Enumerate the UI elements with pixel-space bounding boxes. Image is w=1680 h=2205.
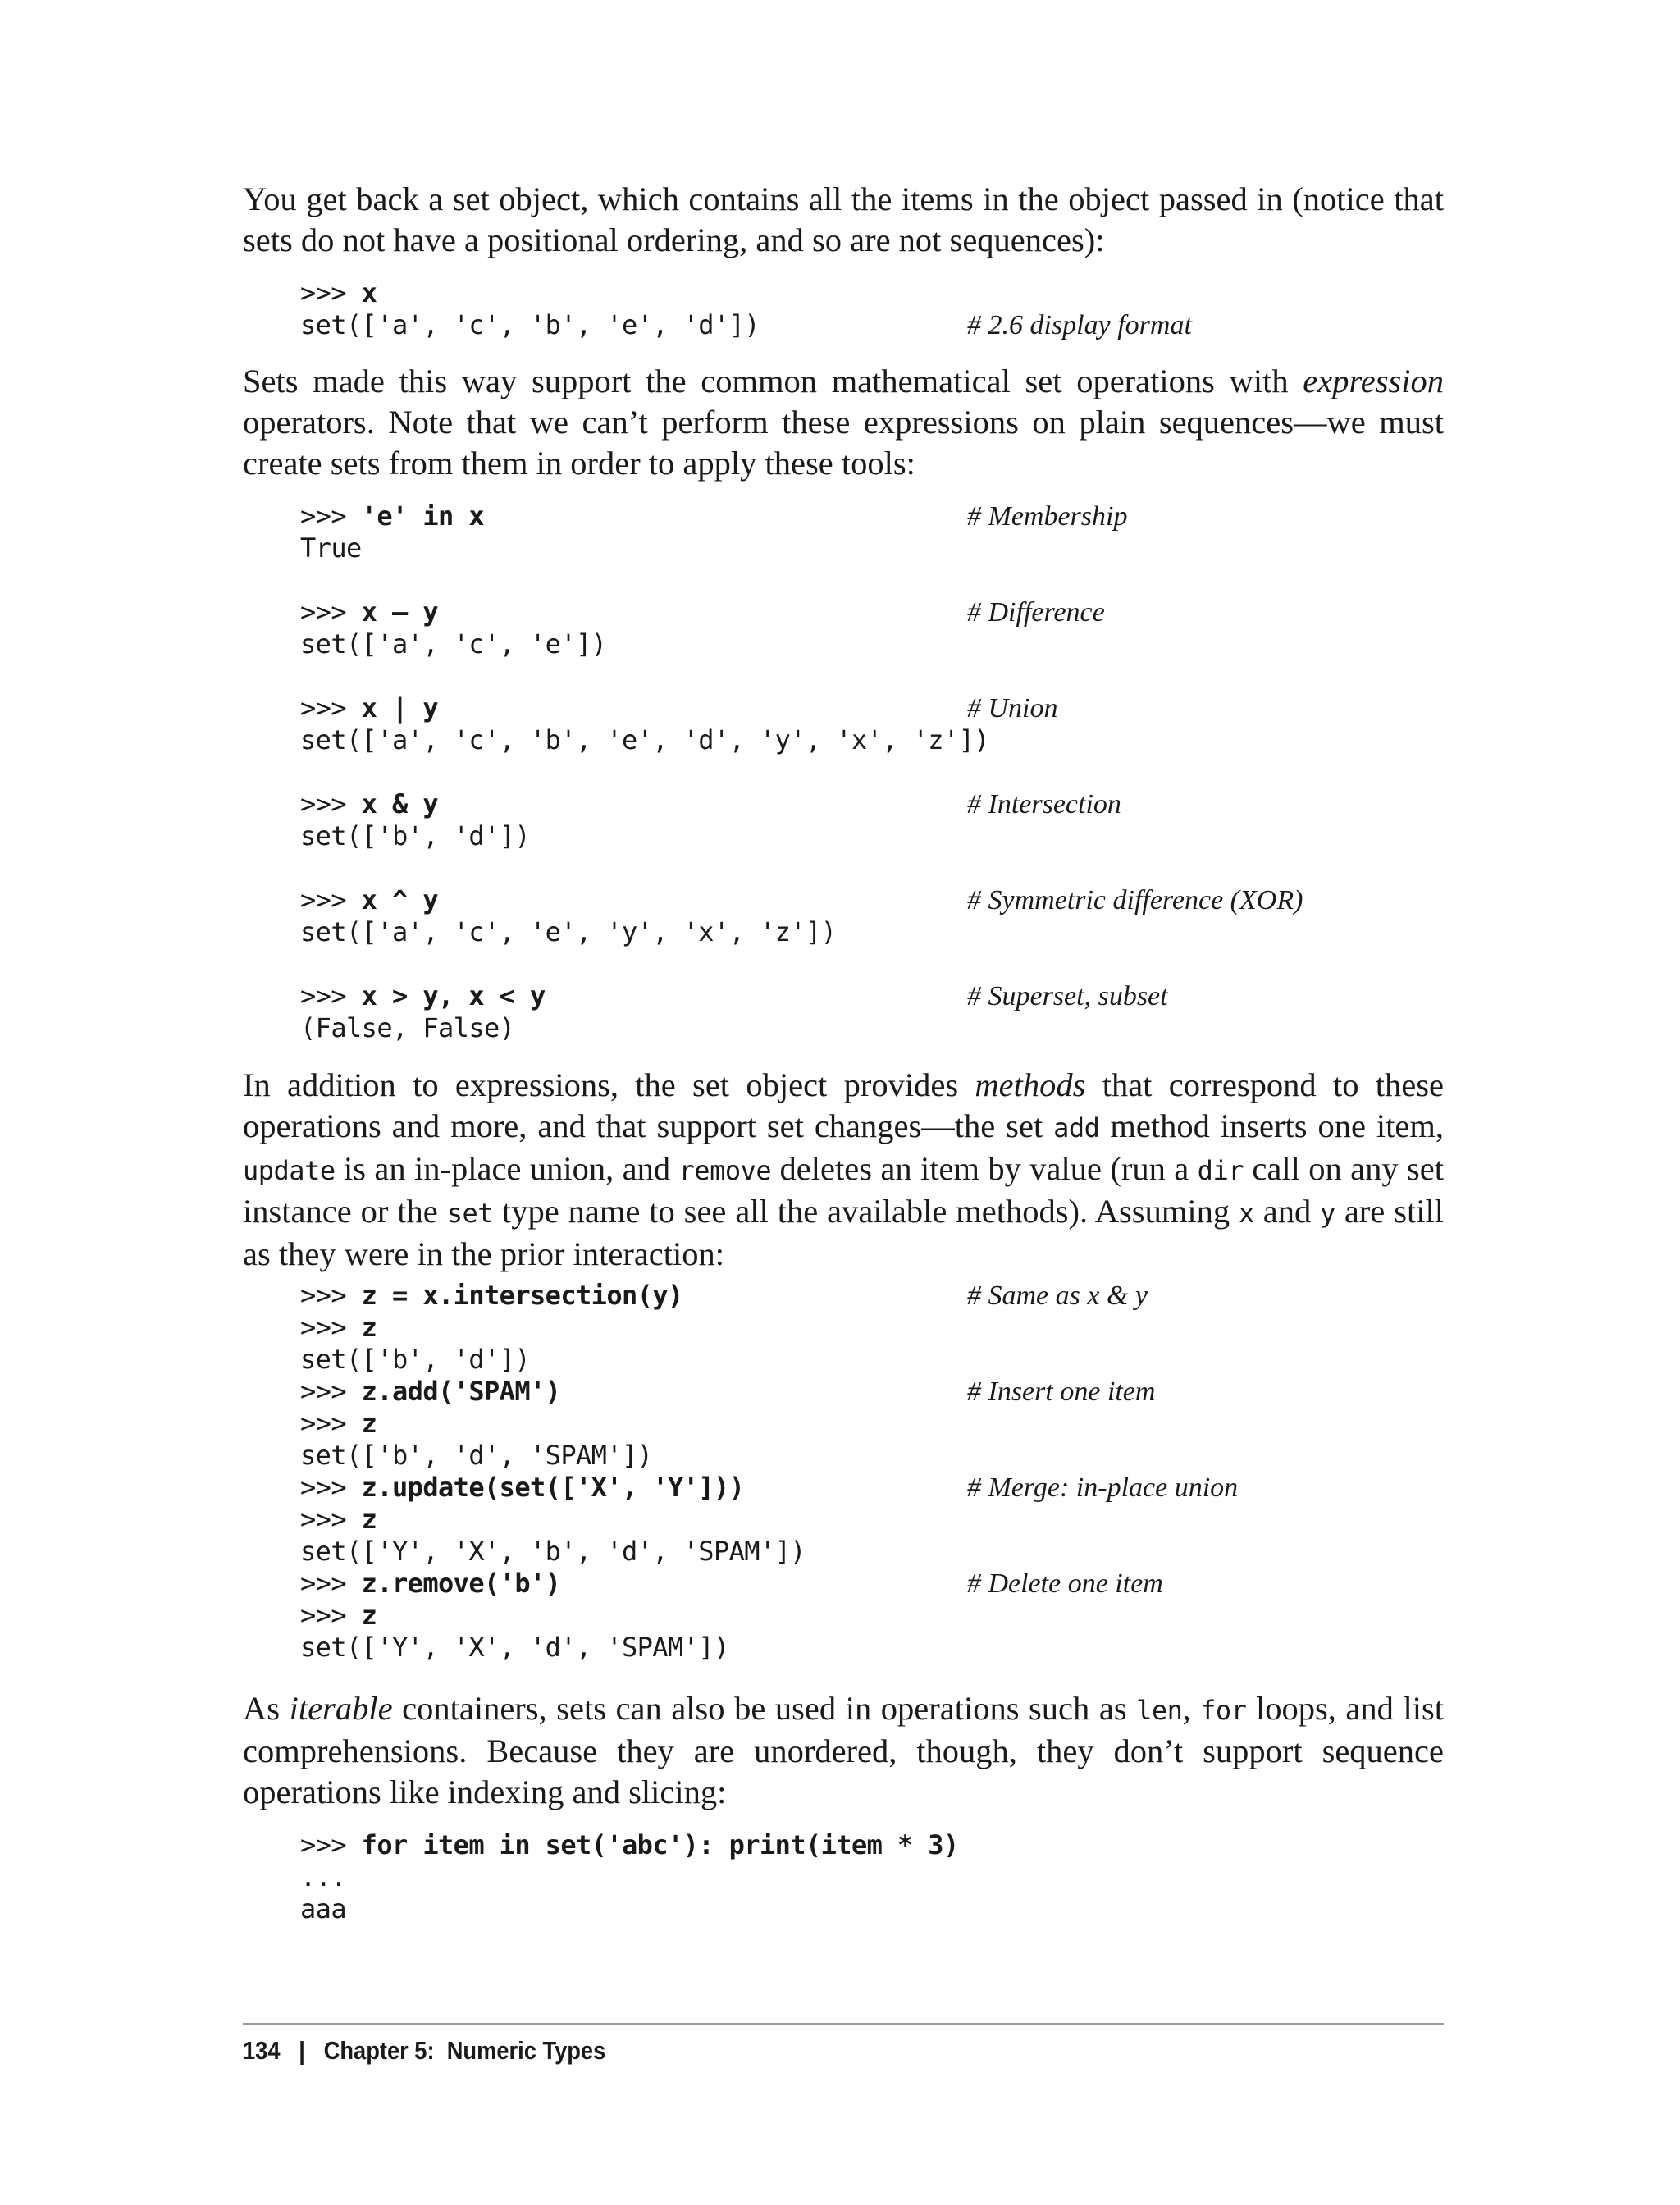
code-line [300, 1893, 1444, 1925]
code-comment: # Same as x & y [967, 1281, 1148, 1311]
code-comment: # Merge: in-place union [967, 1472, 1239, 1503]
code-line [300, 596, 1444, 628]
text-run: As [243, 1690, 290, 1727]
paragraph-text [243, 1688, 1444, 1813]
inline-code: for [1200, 1695, 1247, 1726]
inline-code: update [243, 1155, 336, 1186]
code-output: set(['b', 'd']) [300, 1344, 530, 1375]
prompt: >>> [300, 1408, 362, 1439]
code-line [300, 309, 1444, 341]
text-run: loops, and list comprehensions. Because they are unordered, though, they don’t support sequence operations like indexing and slicing: [243, 1690, 1444, 1810]
inline-code: dir [1197, 1155, 1244, 1186]
code-line [300, 820, 1444, 852]
code-comment: # Superset, subset [967, 981, 1168, 1011]
prompt: >>> [300, 1504, 362, 1535]
chapter-title: Chapter 5: Numeric Types [323, 2036, 606, 2065]
code-output: set(['a', 'c', 'b', 'e', 'd', 'y', 'x', 'z']) [300, 724, 989, 756]
code-comment: # Symmetric difference (XOR) [967, 885, 1303, 915]
code-input: 'e' in x [361, 500, 484, 532]
code-output: set(['Y', 'X', 'b', 'd', 'SPAM']) [300, 1536, 806, 1567]
paragraph-set-operations [243, 361, 1444, 484]
code-comment: # Difference [967, 597, 1105, 628]
page-footer [243, 2036, 605, 2066]
prompt: >>> [300, 1376, 362, 1407]
code-output: set(['a', 'c', 'e', 'y', 'x', 'z']) [300, 916, 837, 947]
code-input: z [361, 1408, 377, 1439]
code-output: True [300, 532, 362, 564]
code-comment: # Membership [967, 501, 1128, 532]
code-comment: # Insert one item [967, 1376, 1156, 1407]
code-output: (False, False) [300, 1012, 515, 1043]
code-input: z.remove('b') [361, 1568, 561, 1599]
code-line [300, 1632, 1444, 1664]
code-line [300, 1861, 1444, 1893]
emphasis-text: expression [1303, 363, 1444, 399]
prompt: >>> [300, 1312, 362, 1343]
prompt: >>> [300, 1600, 362, 1631]
code-line [300, 1012, 1444, 1044]
prompt: >>> [300, 596, 362, 628]
code-input: x > y, x < y [361, 980, 546, 1011]
paragraph-iterable [243, 1688, 1444, 1813]
paragraph-intro [243, 179, 1444, 261]
code-line [300, 1440, 1444, 1472]
emphasis-text: iterable [289, 1690, 393, 1727]
text-run: type name to see all the available methods). Assuming [493, 1193, 1239, 1230]
code-output: set(['b', 'd', 'SPAM']) [300, 1440, 653, 1471]
code-line [300, 1344, 1444, 1376]
code-line [300, 724, 1444, 756]
code-input: x & y [361, 788, 439, 819]
code-line [300, 1376, 1444, 1408]
code-output: ... [300, 1861, 346, 1892]
inline-code: remove [678, 1155, 772, 1186]
inline-code: add [1053, 1112, 1100, 1144]
text-run: Sets made this way support the common mathematical set operations with [243, 363, 1303, 399]
page-number: 134 [243, 2036, 281, 2065]
code-input: for item in set('abc'): print(item * 3) [361, 1829, 959, 1860]
code-output: set(['Y', 'X', 'd', 'SPAM']) [300, 1632, 729, 1663]
prompt: >>> [300, 1472, 362, 1503]
inline-code: y [1320, 1198, 1335, 1229]
code-input: x – y [361, 596, 439, 628]
code-comment: # Intersection [967, 789, 1121, 819]
code-line [300, 980, 1444, 1012]
code-output: set(['a', 'c', 'e']) [300, 628, 607, 660]
code-input: x ^ y [361, 884, 439, 915]
inline-code: set [446, 1198, 494, 1229]
text-run: is an in-place union, and [335, 1150, 679, 1187]
code-block-set-display [300, 277, 1444, 341]
code-block-iteration [300, 1829, 1444, 1925]
inline-code: len [1136, 1695, 1183, 1726]
code-block-expressions [300, 500, 1444, 1044]
code-line [300, 1472, 1444, 1504]
code-line [300, 1312, 1444, 1344]
code-line [300, 1829, 1444, 1861]
paragraph-text [243, 361, 1444, 484]
code-line [300, 1568, 1444, 1600]
text-run: are still as they were in the prior interaction: [243, 1193, 1444, 1272]
code-line [300, 884, 1444, 916]
text-run: , [1182, 1690, 1201, 1727]
code-output: aaa [300, 1893, 346, 1924]
code-line [300, 916, 1444, 948]
code-line [300, 1504, 1444, 1536]
code-line [300, 1600, 1444, 1632]
code-line [300, 1536, 1444, 1568]
text-run: operators. Note that we can’t perform these expressions on plain sequences—we must create sets from them in order to apply these tools: [243, 404, 1444, 482]
code-line [300, 692, 1444, 724]
paragraph-text [243, 1065, 1444, 1275]
code-input: z = x.intersection(y) [361, 1280, 683, 1311]
prompt: >>> [300, 1829, 362, 1860]
code-line [300, 1408, 1444, 1440]
paragraph-text: You get back a set object, which contains all the items in the object passed in (notice that sets do not have a positional ordering, and so are not sequences): [243, 180, 1444, 258]
code-output: set(['a', 'c', 'b', 'e', 'd']) [300, 309, 760, 340]
footer-rule [243, 2023, 1444, 2025]
code-input: z [361, 1312, 377, 1343]
text-run: In addition to expressions, the set object provides [243, 1066, 975, 1103]
prompt: >>> [300, 500, 362, 532]
prompt: >>> [300, 277, 362, 308]
footer-separator: | [299, 2036, 305, 2065]
text-run: and [1253, 1193, 1321, 1230]
text-run: deletes an item by value (run a [771, 1150, 1198, 1187]
prompt: >>> [300, 1280, 362, 1311]
code-comment: # Delete one item [967, 1568, 1163, 1599]
prompt: >>> [300, 1568, 362, 1599]
prompt: >>> [300, 884, 362, 915]
code-input: z.update(set(['X', 'Y'])) [361, 1472, 745, 1503]
code-line [300, 788, 1444, 820]
code-line [300, 628, 1444, 660]
code-line [300, 532, 1444, 564]
prompt: >>> [300, 692, 362, 724]
code-output: set(['b', 'd']) [300, 820, 530, 851]
code-line [300, 500, 1444, 532]
text-run: that correspond to these operations and more, and that support set changes—the set [243, 1066, 1444, 1144]
code-input: z [361, 1504, 377, 1535]
inline-code: x [1239, 1198, 1254, 1229]
code-input: z.add('SPAM') [361, 1376, 561, 1407]
text-run: containers, sets can also be used in operations such as [392, 1690, 1137, 1727]
code-input: x | y [361, 692, 439, 724]
code-input: x [361, 277, 377, 308]
prompt: >>> [300, 980, 362, 1011]
emphasis-text: methods [975, 1066, 1086, 1103]
code-comment: # Union [967, 693, 1058, 724]
code-line [300, 1280, 1444, 1312]
text-run: method inserts one item, [1099, 1107, 1444, 1144]
text-run: call on any set instance or the [243, 1150, 1445, 1230]
code-comment: # 2.6 display format [967, 310, 1192, 340]
paragraph-set-methods [243, 1065, 1444, 1275]
code-input: z [361, 1600, 377, 1631]
prompt: >>> [300, 788, 362, 819]
code-line [300, 277, 1444, 309]
code-block-methods [300, 1280, 1444, 1664]
